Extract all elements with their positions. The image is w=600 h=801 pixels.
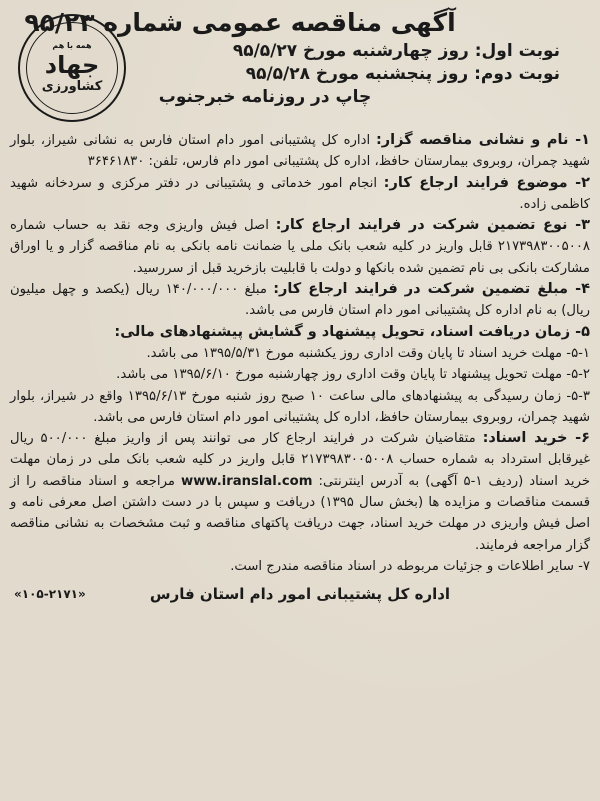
second-notice-date: نوبت دوم: روز پنجشنبه مورخ ۹۵/۵/۲۸ [245,64,560,84]
section-2 [10,173,590,216]
section-4-text: مبلغ ۱۴۰/۰۰۰/۰۰۰ ریال (یکصد و چهل میلیون ریال) به نام اداره کل پشتیبانی امور دام استان فارس می باشد. [10,282,590,319]
section-7: ۷- سایر اطلاعات و جزئیات مربوطه در اسناد مناقصه مندرج است. [230,558,590,574]
section-6 [10,428,590,556]
first-notice-date: نوبت اول: روز چهارشنبه مورخ ۹۵/۵/۲۷ [232,41,560,61]
print-source: چاپ در روزنامه خبرجنوب [158,87,372,107]
notice-body [10,130,590,577]
logo-top-text: همه با هم [52,41,92,50]
ad-code: «۱۰۵-۲۱۷۱» [14,587,86,602]
section-5-1: ۵-۱- مهلت خرید اسناد تا پایان وقت اداری روز یکشنبه مورخ ۱۳۹۵/۵/۳۱ می باشد. [146,345,590,361]
section-5-3: ۵-۳- زمان رسیدگی به پیشنهادهای مالی ساعت ۱۰ صبح روز شنبه مورخ ۱۳۹۵/۶/۱۳ واقع در شیراز، بلوار شهید چمران، روبروی بیمارستان حافظ، اداره کل پشتیبانی امور دام استان فارس می باشد. [10,388,591,425]
section-3 [10,215,590,279]
section-6-heading: ۶- خرید اسناد: [482,430,590,447]
section-1 [10,130,590,173]
section-4-heading: ۴- مبلغ تضمین شرکت در فرایند ارجاع کار: [273,281,590,298]
section-1-text: اداره کل پشتیبانی امور دام استان فارس به نشانی شیراز، بلوار شهید چمران، روبروی بیمارستان حافظ، اداره کل پشتیبانی امور دام فارس، تلفن: ۳۶۴۶۱۸۳۰ [10,133,590,170]
section-4 [10,279,590,322]
section-1-heading: ۱- نام و نشانی مناقصه گزار: [375,132,590,148]
section-5-2: ۵-۲- مهلت تحویل پیشنهاد تا پایان وقت اداری روز چهارشنبه مورخ ۱۳۹۵/۶/۱۰ می باشد. [116,367,590,383]
notice-header [10,6,590,130]
section-2-text: انجام امور خدماتی و پشتیبانی در دفتر مرکزی و سردخانه شهید کاظمی زاده. [10,175,590,212]
section-2-heading: ۲- موضوع فرایند ارجاع کار: [383,174,590,191]
section-3-text: اصل فیش واریزی وجه نقد به حساب شماره ۲۱۷۳۹۸۳۰۰۵۰۰۸ قابل واریز در کلیه شعب بانک ملی یا ضمانت نامه بانکی به نام مناقصه گزار و یا اوراق مشارکت بانکی بی نام تضمین شده بانکها و دولت با قابلیت بازخرید قبل از سررسید. [10,218,590,276]
website-link[interactable]: www.iranslal.com [181,473,313,489]
logo-sub-text: کشاورزی [41,79,103,94]
section-5-heading: ۵- زمان دریافت اسناد، تحویل پیشنهاد و گشایش پیشنهادهای مالی: [114,323,590,340]
notice-footer [10,581,590,607]
logo-ring [26,22,118,114]
section-6-text-a: متقاضیان شرکت در فرایند ارجاع کار می توانند پس از واریز مبلغ ۵۰۰/۰۰۰ ریال غیرقابل استرداد به شماره حساب ۲۱۷۳۹۸۳۰۰۵۰۰۸ قابل واریز در کلیه شعب بانک ملی در زمان مهلت خرید اسناد (ردیف ۱-۵ آگهی) به آدرس اینترنتی: [10,431,590,489]
logo-main-text: جهاد [44,51,100,79]
notice-title: آگهی مناقصه عمومی شماره ۹۵/۲۳ [24,8,456,37]
issuer-signature: اداره کل پشتیبانی امور دام استان فارس [149,585,451,604]
section-3-heading: ۳- نوع تضمین شرکت در فرایند ارجاع کار: [275,217,590,234]
section-6-text-b: مراجعه و اسناد مناقصه را از قسمت مناقصات و مزایده ها (بخش سال ۱۳۹۵) دریافت و سپس با در دست داشتن اصل معرفی نامه و اصل فیش واریزی در مهلت خرید اسناد، جهت دریافت پاکتهای مناقصه و ثبت مشخصات به نشانی مناقصه گزار مراجعه فرمایند. [10,473,591,553]
jahad-keshavarzi-logo [18,14,126,122]
